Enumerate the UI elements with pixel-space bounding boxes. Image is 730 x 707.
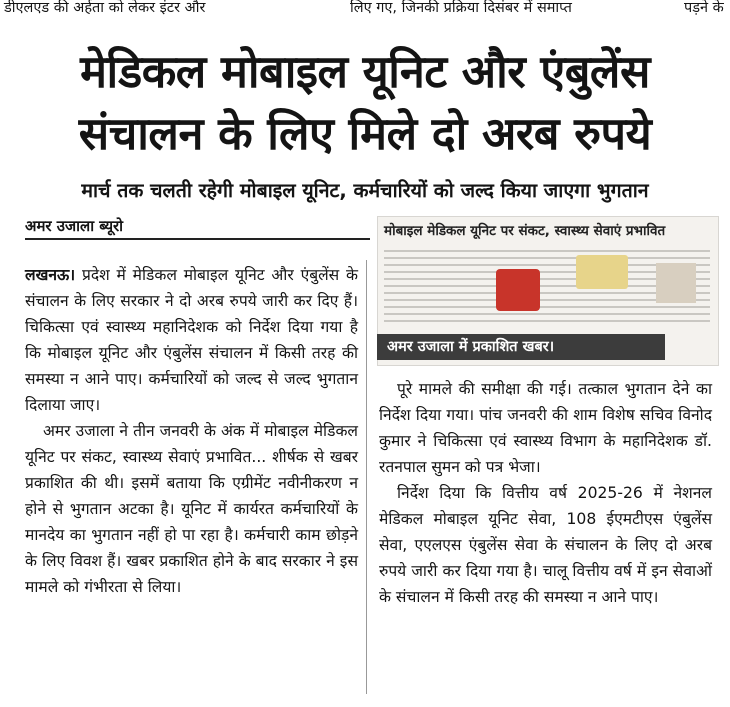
clipping-photo-2: [576, 255, 628, 289]
left-para1-text: प्रदेश में मेडिकल मोबाइल यूनिट और एंबुलेंस के संचालन के लिए सरकार ने दो अरब रुपये जारी कर दिए हैं। चिकित्सा एवं स्वास्थ्य महानिदेशक को निर्देश दिया गया है कि मोबाइल यूनिट और एंबुलेंस संचालन में किसी तरह की समस्या न आने पाए। कर्मचारियों को जल्द से जल्द भुगतान दिलाया जाए।: [25, 266, 358, 414]
subheadline: मार्च तक चलती रहेगी मोबाइल यूनिट, कर्मचारियों को जल्द किया जाएगा भुगतान: [81, 179, 649, 202]
right-paragraph-2: निर्देश दिया कि वित्तीय वर्ष 2025-26 में नेशनल मेडिकल मोबाइल यूनिट सेवा, 108 ईएमटीएस एंबुलेंस सेवा, एएलएस एंबुलेंस सेवा के संचालन के लिए दो अरब रुपये जारी कर दिया गया है। चालू वित्तीय वर्ष में इन सेवाओं के संचालन में किसी तरह की समस्या न आने पाए।: [379, 484, 712, 606]
clipping-caption: अमर उजाला में प्रकाशित खबर।: [377, 334, 665, 360]
left-column: [25, 262, 358, 600]
previous-article-fragment: [0, 0, 730, 24]
fragment-middle: लिए गए, जिनकी प्रक्रिया दिसंबर में समाप्त: [350, 0, 572, 16]
right-column: [379, 376, 712, 610]
left-paragraph-1: [25, 262, 358, 418]
clipping-title: मोबाइल मेडिकल यूनिट पर संकट, स्वास्थ्य सेवाएं प्रभावित: [384, 223, 666, 239]
left-paragraph-2: अमर उजाला ने तीन जनवरी के अंक में मोबाइल मेडिकल यूनिट पर संकट, स्वास्थ्य सेवाएं प्रभावित... शीर्षक से खबर प्रकाशित की थी। इसमें बताया कि एग्रीमेंट नवीनीकरण न होने से भुगतान अटका है। यूनिट में कार्यरत कर्मचारियों के मानदेय का भुगतान नहीं हो पा रहा है। कर्मचारी काम छोड़ने के लिए विवश हैं। खबर प्रकाशित होने के बाद सरकार ने इस मामले को गंभीरता से लिया।: [25, 422, 358, 596]
fragment-left: डीएलएड की अर्हता को लेकर इंटर और: [4, 0, 206, 16]
byline: अमर उजाला ब्यूरो: [25, 217, 124, 235]
headline-line-2: संचालन के लिए मिले दो अरब रुपये: [78, 107, 652, 160]
headline-line-1: मेडिकल मोबाइल यूनिट और एंबुलेंस: [80, 45, 650, 98]
fragment-right: पड़ने के: [684, 0, 724, 16]
byline-rule: [25, 238, 370, 240]
column-divider: [366, 260, 367, 694]
right-paragraph-1: पूरे मामले की समीक्षा की गई। तत्काल भुगतान देने का निर्देश दिया गया। पांच जनवरी की शाम विशेष सचिव विनोद कुमार ने चिकित्सा एवं स्वास्थ्य विभाग के महानिदेशक डॉ. रतनपाल सुमन को पत्र भेजा।: [379, 380, 712, 476]
clipping-photo-1: [496, 269, 540, 311]
clipping-photo-3: [656, 263, 696, 303]
dateline: लखनऊ।: [25, 266, 76, 284]
